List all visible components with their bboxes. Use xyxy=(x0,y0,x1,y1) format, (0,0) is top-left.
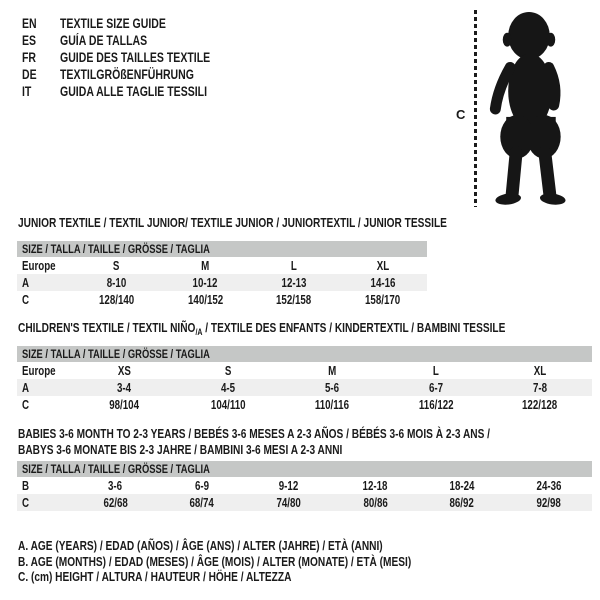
size-cell: 152/158 xyxy=(276,292,312,307)
footnote-c: C. (cm) HEIGHT / ALTURA / HAUTEUR / HÖHE / ALTEZZA xyxy=(18,569,292,584)
size-cell: 3-4 xyxy=(116,380,132,395)
footnotes xyxy=(18,538,522,585)
size-cell: 122/128 xyxy=(522,397,558,412)
footnote-a: A. AGE (YEARS) / EDAD (AÑOS) / ÂGE (ANS) / ALTER (JAHRE) / ETÀ (ANNI) xyxy=(18,538,383,553)
language-row-es xyxy=(22,32,253,49)
language-label: GUIDE DES TAILLES TEXTILE xyxy=(60,50,211,65)
row-label-cell: A xyxy=(22,380,30,395)
row-label-cell: C xyxy=(22,397,30,412)
size-cell: 110/116 xyxy=(314,397,350,412)
size-cell: 8-10 xyxy=(106,275,127,290)
size-cell: 18-24 xyxy=(449,478,475,493)
size-cell: 104/110 xyxy=(210,397,246,412)
size-cell: 3-6 xyxy=(108,478,123,493)
size-cell: M xyxy=(201,258,210,273)
size-cell: 14-16 xyxy=(370,275,396,290)
table-row xyxy=(17,257,427,274)
size-cell: 4-5 xyxy=(220,380,236,395)
size-cell: M xyxy=(327,363,337,378)
language-row-fr xyxy=(22,49,253,66)
table-row xyxy=(17,362,592,379)
size-cell: 158/170 xyxy=(365,292,401,307)
table-row xyxy=(17,477,592,494)
size-cell: 92/98 xyxy=(536,495,561,510)
size-cell: 24-36 xyxy=(536,478,562,493)
size-cell: 9-12 xyxy=(278,478,299,493)
size-cell: 80/86 xyxy=(363,495,388,510)
language-label: TEXTILGRÖßENFÜHRUNG xyxy=(60,67,194,82)
table-row xyxy=(17,379,592,396)
size-cell: 10-12 xyxy=(192,275,218,290)
size-cell: 68/74 xyxy=(189,495,215,510)
language-list xyxy=(22,15,253,100)
size-header-bar: SIZE / TALLA / TAILLE / GRÖSSE / TAGLIA xyxy=(17,241,427,257)
size-cell: 140/152 xyxy=(187,292,223,307)
language-code: DE xyxy=(22,67,37,82)
babies-size-table xyxy=(17,461,592,511)
size-cell: 5-6 xyxy=(324,380,340,395)
size-cell: 6-7 xyxy=(428,380,444,395)
nino-a-subscript: /A xyxy=(195,327,203,337)
size-cell: 12-18 xyxy=(362,478,388,493)
size-cell: 62/68 xyxy=(103,495,128,510)
language-code: FR xyxy=(22,50,37,65)
size-cell: 116/122 xyxy=(418,397,454,412)
language-row-it xyxy=(22,83,253,100)
size-header-bar: SIZE / TALLA / TAILLE / GRÖSSE / TAGLIA xyxy=(17,346,592,362)
table-row xyxy=(17,494,592,511)
size-cell: 86/92 xyxy=(449,495,475,510)
size-cell: L xyxy=(433,363,439,378)
size-cell: L xyxy=(290,258,297,273)
size-cell: 12-13 xyxy=(281,275,307,290)
language-label: GUIDA ALLE TAGLIE TESSILI xyxy=(60,84,208,99)
size-cell: XL xyxy=(533,363,547,378)
language-row-de xyxy=(22,66,253,83)
language-code: IT xyxy=(22,84,32,99)
language-code: EN xyxy=(22,16,37,31)
size-cell: 74/80 xyxy=(276,495,301,510)
footnote-b: B. AGE (MONTHS) / EDAD (MESES) / ÂGE (MOIS) / ALTER (MONATE) / ETÀ (MESI) xyxy=(18,553,412,569)
size-cell: 6-9 xyxy=(194,478,210,493)
row-label-cell: C xyxy=(22,495,30,510)
language-label: TEXTILE SIZE GUIDE xyxy=(60,16,166,31)
measure-label-c: C xyxy=(456,107,466,122)
size-cell: 7-8 xyxy=(532,380,548,395)
table-row xyxy=(17,274,427,291)
language-label: GUÍA DE TALLAS xyxy=(60,33,148,48)
size-cell: 98/104 xyxy=(109,397,139,412)
table-row xyxy=(17,291,427,308)
language-row-en xyxy=(22,15,253,32)
children-table-title: CHILDREN'S TEXTILE / TEXTIL $NIÑO_{/A}$ / TEXTILE DES ENFANTS / KINDERTEXTIL / BAMBINI TESSILE xyxy=(18,320,506,337)
size-cell: XL xyxy=(376,258,389,273)
children-size-table xyxy=(17,346,592,413)
table-row xyxy=(17,396,592,413)
size-header-bar: SIZE / TALLA / TAILLE / GRÖSSE / TAGLIA xyxy=(17,461,592,477)
row-label-cell: Europe xyxy=(22,363,56,378)
size-cell: 128/140 xyxy=(98,292,134,307)
size-cell: S xyxy=(113,258,120,273)
junior-table-title: JUNIOR TEXTILE / TEXTIL JUNIOR/ TEXTILE JUNIOR / JUNIORTEXTIL / JUNIOR TESSILE xyxy=(18,215,447,230)
row-label-cell: B xyxy=(22,478,30,493)
size-cell: XS xyxy=(117,363,131,378)
size-cell: S xyxy=(224,363,232,378)
baby-silhouette-icon xyxy=(482,10,574,208)
babies-table-title: BABIES 3-6 MONTH TO 2-3 YEARS / BEBÉS 3-6 MESES A 2-3 AÑOS / BÉBÉS 3-6 MOIS À 2-3 ANS / BABYS 3-6 MONATE BIS 2-3 JAHRE / BAMBINI 3-6 MESI A 2-3 ANNI xyxy=(18,426,490,457)
junior-size-table xyxy=(17,241,427,308)
height-measure-dotted-line xyxy=(474,10,477,207)
row-label-cell: C xyxy=(22,292,30,307)
language-code: ES xyxy=(22,33,37,48)
row-label-cell: Europe xyxy=(22,258,56,273)
row-label-cell: A xyxy=(22,275,30,290)
